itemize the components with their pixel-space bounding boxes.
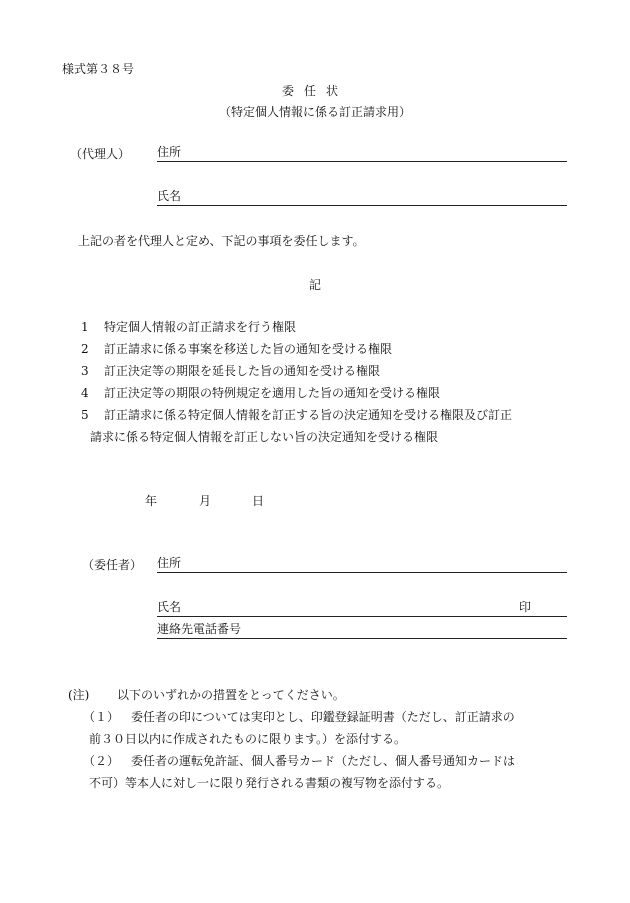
agent-name-label: 氏名 <box>157 189 182 203</box>
date-month: 月 <box>199 494 212 508</box>
item-number: 1 <box>81 320 89 334</box>
note-item: 委任者の印については実印とし、印鑑登録証明書（ただし、訂正請求の <box>131 710 515 724</box>
principal-address-field[interactable] <box>157 554 567 573</box>
list-item: 訂正決定等の期限を延長した旨の通知を受ける権限 <box>104 364 381 378</box>
principal-address-label: 住所 <box>157 556 182 570</box>
principal-phone-field[interactable] <box>157 620 567 639</box>
item-number: 2 <box>81 342 89 356</box>
item-number: 4 <box>81 386 89 400</box>
form-number: 様式第３８号 <box>62 62 135 76</box>
note-number: （１） <box>83 710 120 724</box>
list-item-continuation: 請求に係る特定個人情報を訂正しない旨の決定通知を受ける権限 <box>90 430 439 444</box>
note-item-continuation: 不可）等本人に対し一に限り発行される書類の複写物を添付する。 <box>89 776 450 790</box>
principal-section-label: （委任者） <box>82 558 143 572</box>
date-day: 日 <box>252 494 265 508</box>
note-number: （２） <box>83 754 120 768</box>
delegation-statement: 上記の者を代理人と定め、下記の事項を委任します。 <box>78 234 365 248</box>
note-item: 委任者の運転免許証、個人番号カード（ただし、個人番号通知カードは <box>131 754 516 768</box>
list-item: 特定個人情報の訂正請求を行う権限 <box>104 320 297 334</box>
principal-phone-label: 連絡先電話番号 <box>157 622 242 636</box>
list-item: 訂正決定等の期限の特例規定を適用した旨の通知を受ける権限 <box>104 386 441 400</box>
agent-address-field[interactable] <box>157 143 567 162</box>
list-item: 訂正請求に係る事案を移送した旨の通知を受ける権限 <box>104 342 393 356</box>
principal-name-field[interactable] <box>157 598 567 617</box>
list-item: 訂正請求に係る特定個人情報を訂正する旨の決定通知を受ける権限及び訂正 <box>104 408 513 422</box>
date-year: 年 <box>145 494 158 508</box>
notes-header: 以下のいずれかの措置をとってください。 <box>117 688 345 702</box>
agent-section-label: （代理人） <box>70 147 131 161</box>
agent-name-field[interactable] <box>157 187 567 206</box>
item-number: 5 <box>81 408 89 422</box>
item-number: 3 <box>81 364 89 378</box>
document-title: 委任状 <box>281 84 348 98</box>
note-item-continuation: 前３０日以内に作成されたものに限ります。）を添付する。 <box>89 732 407 746</box>
ki-heading: 記 <box>308 278 321 292</box>
document-subtitle: （特定個人情報に係る訂正請求用） <box>218 105 411 119</box>
agent-address-label: 住所 <box>157 145 182 159</box>
seal-mark: 印 <box>518 600 531 614</box>
principal-name-label: 氏名 <box>157 600 182 614</box>
notes-mark: (注) <box>68 688 90 702</box>
